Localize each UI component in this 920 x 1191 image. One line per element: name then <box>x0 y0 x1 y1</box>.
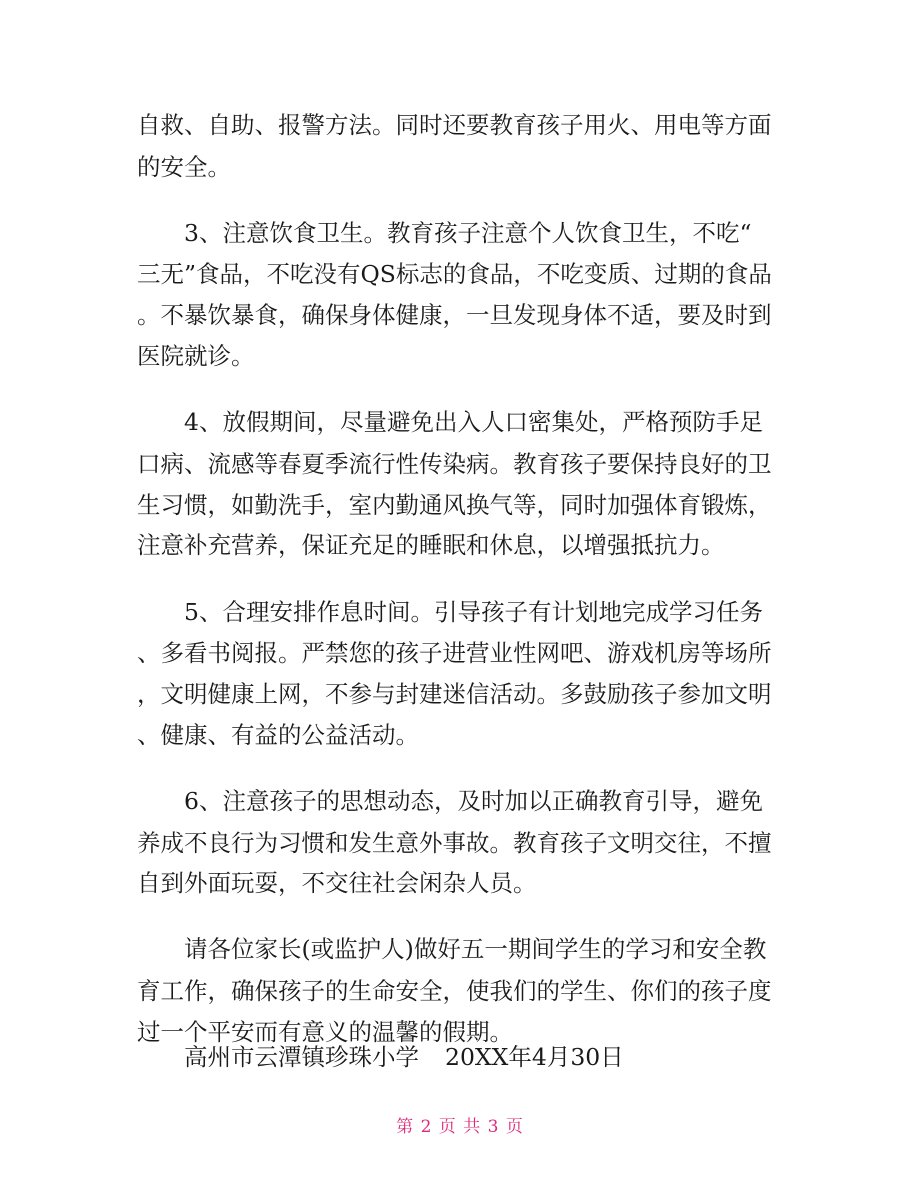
text-line: 的安全。 <box>137 153 231 181</box>
closing-paragraph-start: 请各位家长(或监护人)做好五一期间学生的学习和安全教 <box>184 935 767 963</box>
paragraph-3-start: 3、注意饮食卫生。教育孩子注意个人饮食卫生，不吃“ <box>184 219 752 247</box>
text-line: 三无”食品，不吃没有QS标志的食品，不吃变质、过期的食品 <box>137 260 772 288</box>
text-line: 生习惯，如勤洗手，室内勤通风换气等，同时加强体育锻炼， <box>137 491 772 519</box>
text-line: 。不暴饮暴食，确保身体健康，一旦发现身体不适，要及时到 <box>137 301 772 329</box>
paragraph-5-start: 5、合理安排作息时间。引导孩子有计划地完成学习任务 <box>184 598 763 626</box>
text-line: 口病、流感等春夏季流行性传染病。教育孩子要保持良好的卫 <box>137 450 772 478</box>
text-line: ，文明健康上网，不参与封建迷信活动。多鼓励孩子参加文明 <box>137 680 772 708</box>
text-line: 注意补充营养，保证充足的睡眠和休息，以增强抵抗力。 <box>137 531 725 559</box>
signature-school: 高州市云潭镇珍珠小学 <box>184 1043 419 1071</box>
text-line: 育工作，确保孩子的生命安全，使我们的学生、你们的孩子度 <box>137 977 772 1005</box>
page-footer: 第 2 页 共 3 页 <box>396 1117 524 1137</box>
paragraph-4-start: 4、放假期间，尽量避免出入人口密集处，严格预防手足 <box>184 408 763 436</box>
paragraph-6-start: 6、注意孩子的思想动态，及时加以正确教育引导，避免 <box>184 787 763 815</box>
signature-date: 20XX年4月30日 <box>445 1043 624 1071</box>
text-line: 自到外面玩耍，不交往社会闲杂人员。 <box>137 869 537 897</box>
text-line: 养成不良行为习惯和发生意外事故。教育孩子文明交往，不擅 <box>137 829 772 857</box>
text-line: 、多看书阅报。严禁您的孩子进营业性网吧、游戏机房等场所 <box>137 639 772 667</box>
text-line: 自救、自助、报警方法。同时还要教育孩子用火、用电等方面 <box>137 111 772 139</box>
signature-line <box>184 1042 834 1072</box>
text-line: 医院就诊。 <box>137 342 255 370</box>
text-line: 、健康、有益的公益活动。 <box>137 721 419 749</box>
text-line: 过一个平安而有意义的温馨的假期。 <box>137 1018 513 1046</box>
